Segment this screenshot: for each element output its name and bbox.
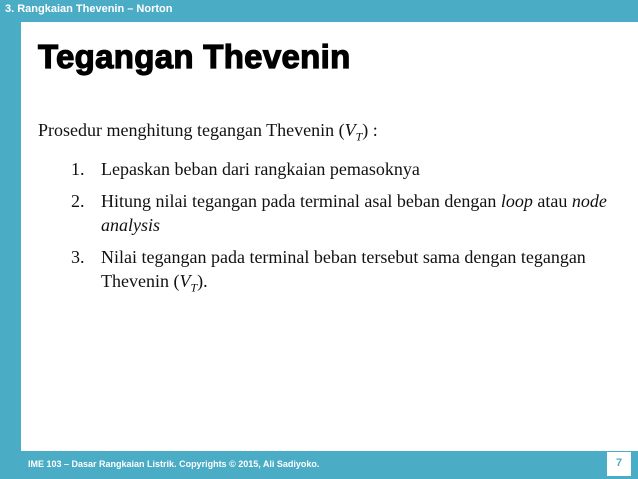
step-item	[38, 189, 618, 237]
step-number: 2.	[71, 190, 85, 211]
math-vt	[179, 270, 198, 295]
page-number-box	[607, 452, 631, 476]
math-sub: T	[355, 129, 363, 144]
step-text: atau	[532, 190, 572, 211]
header-bar	[0, 0, 638, 22]
step-text-end: ).	[197, 270, 208, 291]
step-number: 1.	[71, 158, 85, 179]
math-vt	[344, 120, 363, 144]
math-var: V	[344, 120, 356, 140]
footer-copyright: IME 103 – Dasar Rangkaian Listrik. Copyrights © 2015, Ali Sadiyoko.	[28, 459, 320, 469]
page-number: 7	[615, 457, 623, 469]
math-sub: T	[190, 280, 198, 295]
step-text: Nilai tegangan pada terminal beban tersebut sama dengan tegangan Thevenin (	[101, 246, 586, 291]
step-text: Hitung nilai tegangan pada terminal asal beban dengan	[101, 190, 501, 211]
step-text: Lepaskan beban dari rangkaian pemasoknya	[101, 158, 420, 179]
intro-text: Prosedur menghitung tegangan Thevenin (	[38, 120, 345, 140]
footer-bar	[0, 451, 638, 479]
steps-list	[38, 157, 618, 300]
intro-line	[38, 118, 618, 149]
step-number: 3.	[71, 246, 85, 267]
math-var: V	[179, 270, 191, 291]
left-accent-stripe	[0, 22, 21, 464]
slide-body	[38, 118, 618, 307]
section-label: 3. Rangkaian Thevenin – Norton	[5, 3, 173, 15]
intro-end: ) :	[362, 120, 378, 140]
step-item	[38, 157, 618, 181]
step-italic-node-analysis: node analysis	[101, 190, 607, 235]
slide-title: Tegangan Thevenin	[38, 38, 351, 75]
step-italic-loop: loop	[500, 190, 533, 211]
step-item	[38, 245, 618, 300]
